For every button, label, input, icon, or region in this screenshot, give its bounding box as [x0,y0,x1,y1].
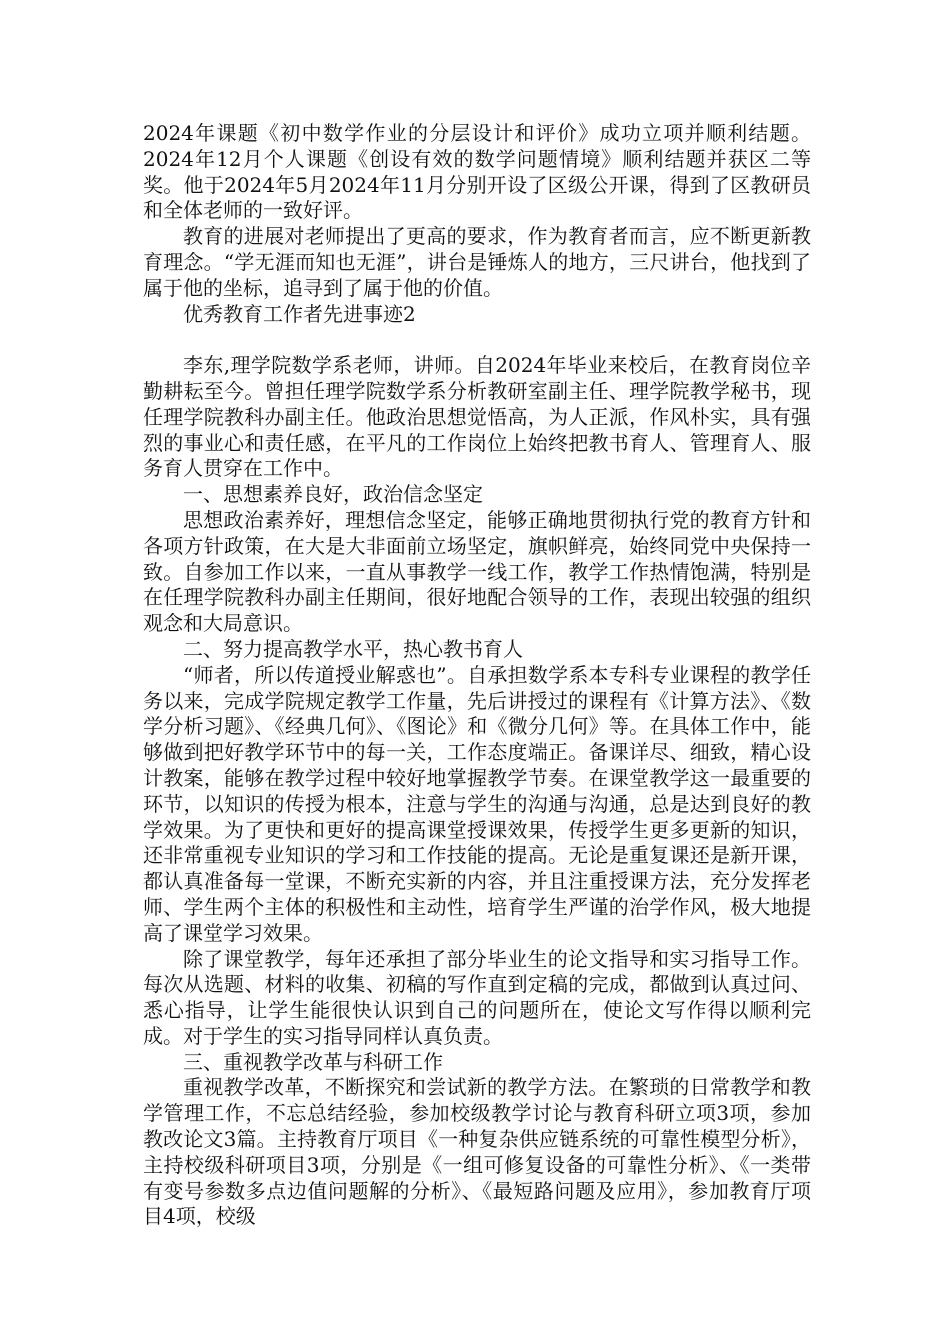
paragraph-introduction: 李东,理学院数学系老师，讲师。自2024年毕业来校后，在教育岗位辛勤耕耘至今。曾担任理学院数学系分析教研室副主任、理学院教学秘书，现任理学院教科办副主任。他政治思想觉悟高，为人正派，作风朴实，具有强烈的事业心和责任感，在平凡的工作岗位上始终把教书育人、管理育人、服务育人贯穿在工作中。 [143,353,811,481]
paragraph-teaching: “师者，所以传道授业解惑也”。自承担数学系本专科专业课程的教学任务以来，完成学院规定教学工作量，先后讲授过的课程有《计算方法》、《数学分析习题》、《经典几何》、《图论》和《微分几何》等。在具体工作中，能够做到把好教学环节中的每一关，工作态度端正。备课详尽、细致，精心设计教案，能够在教学过程中较好地掌握教学节奏。在课堂教学这一最重要的环节，以知识的传授为根本，注意与学生的沟通与沟通，总是达到良好的教学效果。为了更快和更好的提高课堂授课效果，传授学生更多更新的知识，还非常重视专业知识的学习和工作技能的提高。无论是重复课还是新开课，都认真准备每一堂课，不断充实新的内容，并且注重授课方法，充分发挥老师、学生两个主体的积极性和主动性，培育学生严谨的治学作风，极大地提高了课堂学习效果。 [143,662,811,945]
heading-section-3: 三、重视教学改革与科研工作 [183,1049,443,1074]
paragraph-thesis-guidance: 除了课堂教学，每年还承担了部分毕业生的论文指导和实习指导工作。每次从选题、材料的收集、初稿的写作直到定稿的完成，都做到认真过问、悉心指导，让学生能很快认识到自己的问题所在，使论文写作得以顺利完成。对于学生的实习指导同样认真负责。 [143,946,811,1048]
blank-line [143,327,811,353]
document-page [143,121,811,1230]
paragraph-research: 重视教学改革，不断探究和尝试新的教学方法。在繁琐的日常教学和教学管理工作，不忘总结经验，参加校级教学讨论与教育科研立项3项，参加教改论文3篇。主持教育厅项目《一种复杂供应链系统的可靠性模型分析》，主持校级科研项目3项，分别是《一组可修复设备的可靠性分析》、《一类带有变号参数多点边值问题解的分析》、《最短路问题及应用》，参加教育厅项目4项，校级 [143,1075,811,1229]
heading-section-2: 二、努力提高教学水平，热心教书育人 [183,636,523,661]
paragraph-education-philosophy: 教育的进展对老师提出了更高的要求，作为教育者而言，应不断更新教育理念。“学无涯而知也无涯”，讲台是锤炼人的地方，三尺讲台，他找到了属于他的坐标，追寻到了属于他的价值。 [143,224,811,300]
section-title-deeds-2: 优秀教育工作者先进事迹2 [183,301,416,326]
paragraph-political-quality: 思想政治素养好，理想信念坚定，能够正确地贯彻执行党的教育方针和各项方针政策，在大是大非面前立场坚定，旗帜鲜亮，始终同党中央保持一致。自参加工作以来，一直从事教学一线工作，教学工作热情饱满，特别是在任理学院教科办副主任期间，很好地配合领导的工作，表现出较强的组织观念和大局意识。 [143,507,811,636]
paragraph-continuation: 2024年课题《初中数学作业的分层设计和评价》成功立项并顺利结题。2024年12月个人课题《创设有效的数学问题情境》顺利结题并获区二等奖。他于2024年5月2024年11月分别开设了区级公开课，得到了区教研员和全体老师的一致好评。 [143,121,811,223]
heading-section-1: 一、思想素养良好，政治信念坚定 [183,482,483,507]
